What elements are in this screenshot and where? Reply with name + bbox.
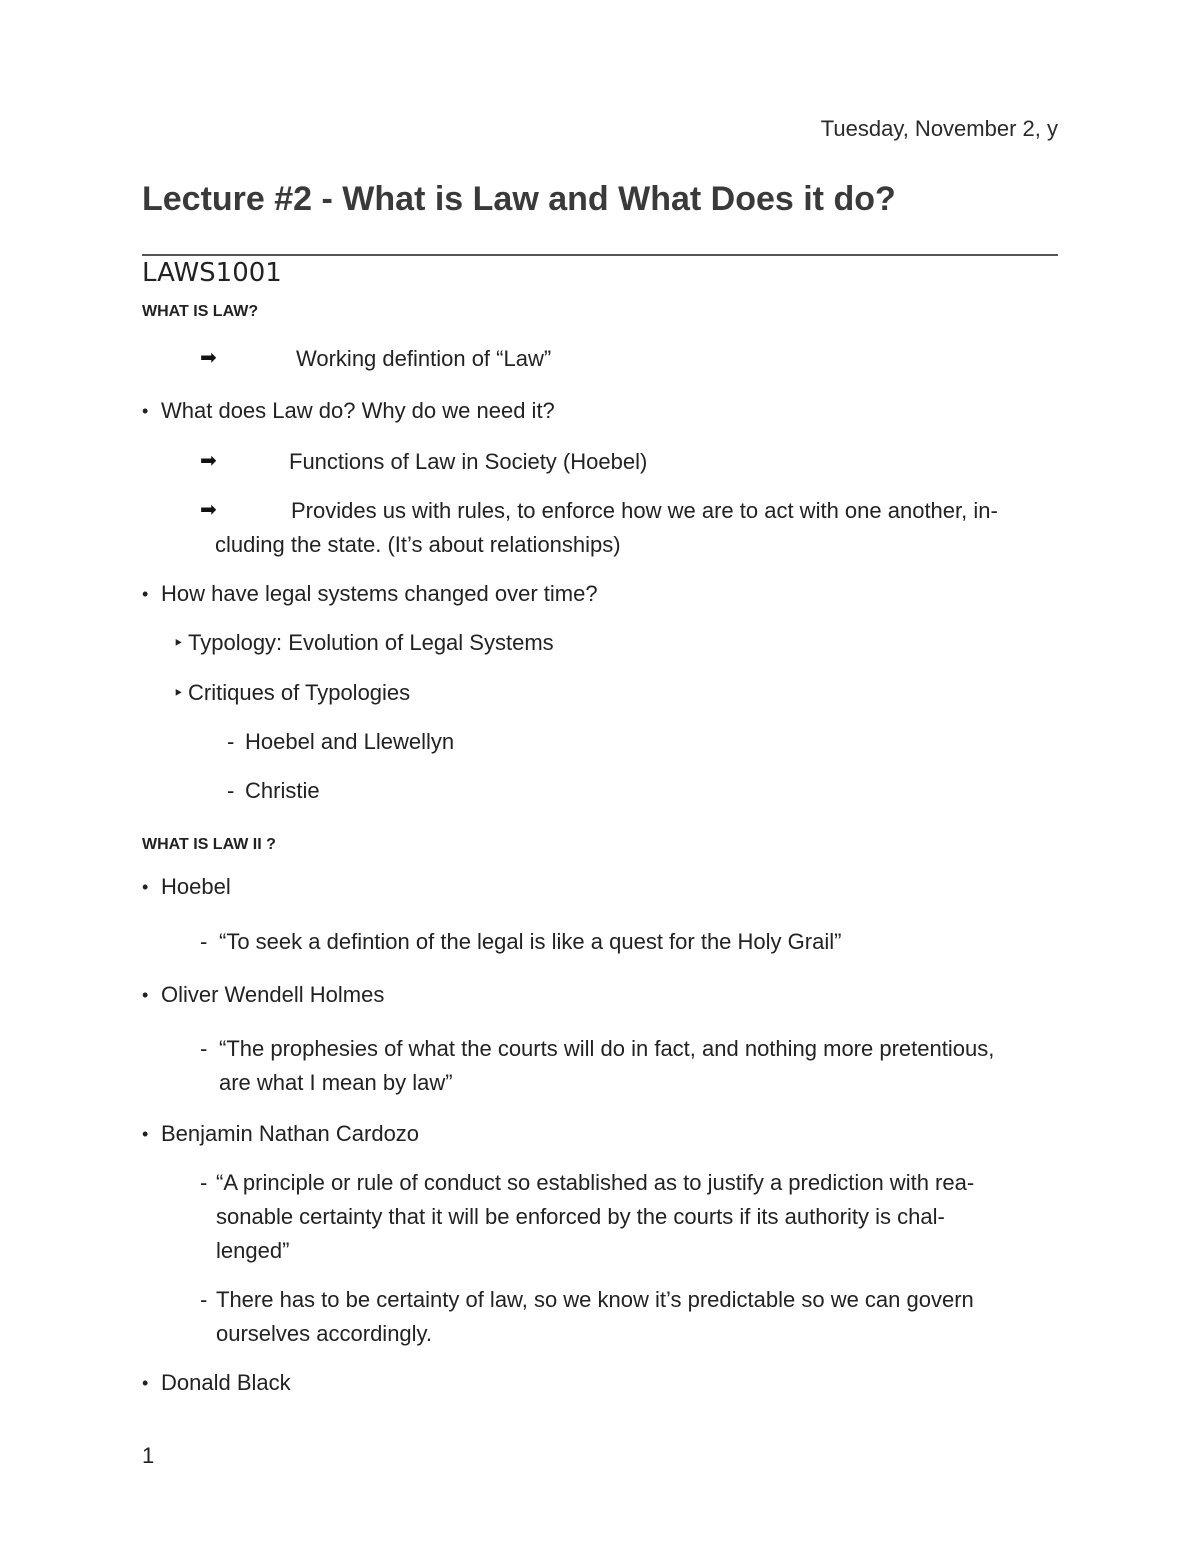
list-item: Functions of Law in Society (Hoebel)	[289, 449, 648, 474]
list-item: “The prophesies of what the courts will do in fact, and nothing more pretentious,	[219, 1036, 995, 1061]
dash-icon: -	[200, 1170, 208, 1195]
page-number: 1	[142, 1443, 155, 1468]
list-item-continuation: ourselves accordingly.	[216, 1321, 433, 1346]
list-item: Working defintion of “Law”	[296, 346, 552, 371]
triangle-bullet-icon: ‣	[173, 683, 184, 703]
section-heading: WHAT IS LAW?	[142, 303, 259, 320]
list-item-continuation: lenged”	[216, 1238, 290, 1263]
bullet-icon: •	[142, 1373, 149, 1393]
dash-icon: -	[200, 929, 208, 954]
arrow-icon: ➡	[200, 499, 217, 521]
document-date: Tuesday, November 2, y	[820, 116, 1058, 141]
bullet-icon: •	[142, 584, 149, 604]
list-item: Hoebel and Llewellyn	[245, 729, 455, 754]
list-item-continuation: are what I mean by law”	[219, 1070, 453, 1095]
course-code: LAWS1001	[142, 258, 282, 288]
list-item: Typology: Evolution of Legal Systems	[188, 630, 554, 655]
list-item: Oliver Wendell Holmes	[161, 982, 385, 1007]
bullet-icon: •	[142, 401, 149, 421]
list-item: There has to be certainty of law, so we know it’s predictable so we can govern	[216, 1287, 974, 1312]
list-item: Hoebel	[161, 874, 231, 899]
bullet-icon: •	[142, 985, 149, 1005]
list-item: How have legal systems changed over time?	[161, 581, 598, 606]
list-item: Benjamin Nathan Cardozo	[161, 1121, 420, 1146]
dash-icon: -	[227, 778, 235, 803]
list-item: Provides us with rules, to enforce how we are to act with one another, in-	[291, 498, 998, 523]
bullet-icon: •	[142, 1124, 149, 1144]
list-item: “To seek a defintion of the legal is like a quest for the Holy Grail”	[219, 929, 842, 954]
arrow-icon: ➡	[200, 347, 217, 369]
section-heading: WHAT IS LAW II ?	[142, 836, 276, 853]
bullet-icon: •	[142, 877, 149, 897]
list-item: Christie	[245, 778, 320, 803]
page-title: Lecture #2 - What is Law and What Does it do?	[142, 180, 896, 218]
title-divider	[142, 254, 1058, 256]
list-item: Critiques of Typologies	[188, 680, 411, 705]
arrow-icon: ➡	[200, 450, 217, 472]
list-item: What does Law do? Why do we need it?	[161, 398, 555, 423]
dash-icon: -	[200, 1287, 208, 1312]
triangle-bullet-icon: ‣	[173, 633, 184, 653]
list-item-continuation: sonable certainty that it will be enforced by the courts if its authority is chal-	[216, 1204, 945, 1229]
list-item: Donald Black	[161, 1370, 291, 1395]
list-item: “A principle or rule of conduct so established as to justify a prediction with rea-	[216, 1170, 975, 1195]
list-item-continuation: cluding the state. (It’s about relationships)	[215, 532, 621, 557]
dash-icon: -	[227, 729, 235, 754]
dash-icon: -	[200, 1036, 208, 1061]
